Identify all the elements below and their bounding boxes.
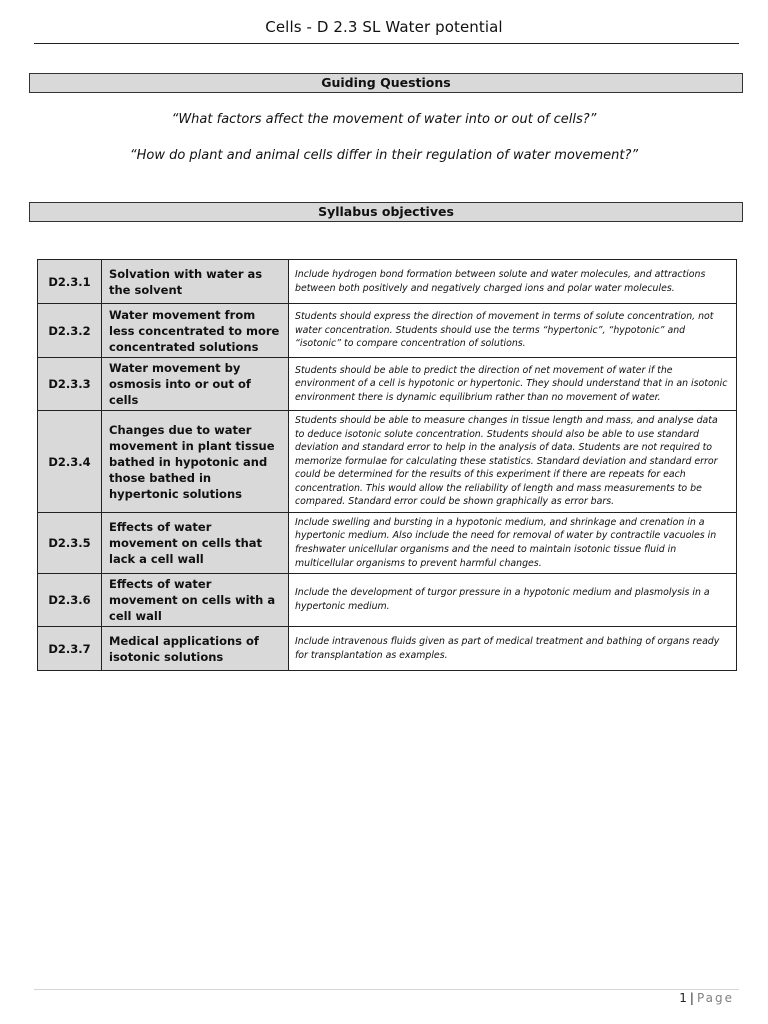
footer-divider [34, 989, 739, 990]
guiding-question: “What factors affect the movement of water into or out of cells?” [171, 112, 597, 127]
guiding-question: “How do plant and animal cells differ in their regulation of water movement?” [129, 148, 639, 163]
objective-topic: Effects of water movement on cells that lack a cell wall [102, 513, 289, 574]
objective-code: D2.3.5 [38, 513, 102, 574]
objective-code: D2.3.2 [38, 304, 102, 358]
objective-guidance: Students should express the direction of movement in terms of solute concentration, not water concentration. Students should use the terms “hypertonic”, “hypotonic” and “isotonic” to compare concentration of solutions. [289, 304, 737, 358]
objective-guidance: Include hydrogen bond formation between solute and water molecules, and attractions between both positively and negatively charged ions and polar water molecules. [289, 260, 737, 304]
objective-guidance: Include intravenous fluids given as part of medical treatment and bathing of organs ready for transplantation as examples. [289, 627, 737, 671]
table-row [38, 358, 737, 411]
objective-code: D2.3.6 [38, 574, 102, 627]
objective-guidance: Include the development of turgor pressure in a hypotonic medium and plasmolysis in a hypertonic medium. [289, 574, 737, 627]
objective-code: D2.3.4 [38, 411, 102, 513]
objective-guidance: Students should be able to measure changes in tissue length and mass, and analyse data to deduce isotonic solute concentration. Students should also be able to use standard deviation and standard error to help in the analysis of data. Students are not required to memorize formulae for calculating these statistics. Standard deviation and standard error could be determined for the results of this experiment if there are repeats for each concentration. This would allow the reliability of length and mass measurements to be compared. Standard error could be shown graphically as error bars. [289, 411, 737, 513]
objective-code: D2.3.3 [38, 358, 102, 411]
table-row [38, 260, 737, 304]
objective-topic: Water movement by osmosis into or out of cells [102, 358, 289, 411]
page-footer [679, 991, 734, 1005]
syllabus-objectives-table [37, 259, 737, 671]
objective-topic: Changes due to water movement in plant tissue bathed in hypotonic and those bathed in hypertonic solutions [102, 411, 289, 513]
table-row [38, 411, 737, 513]
page-title: Cells - D 2.3 SL Water potential [265, 18, 503, 36]
guiding-questions-heading: Guiding Questions [29, 73, 743, 93]
title-divider [34, 43, 739, 44]
objective-topic: Water movement from less concentrated to more concentrated solutions [102, 304, 289, 358]
objective-guidance: Students should be able to predict the direction of net movement of water if the environment of a cell is hypotonic or hypertonic. They should understand that in an isotonic environment there is dynamic equilibrium rather than no movement of water. [289, 358, 737, 411]
objective-guidance: Include swelling and bursting in a hypotonic medium, and shrinkage and crenation in a hypertonic medium. Also include the need for removal of water by contractile vacuoles in freshwater unicellular organisms and the need to maintain isotonic tissue fluid in multicellular organisms to prevent harmful changes. [289, 513, 737, 574]
footer-separator: | [689, 991, 694, 1005]
objective-code: D2.3.7 [38, 627, 102, 671]
objective-topic: Medical applications of isotonic solutions [102, 627, 289, 671]
table-row [38, 513, 737, 574]
page-number: 1 [679, 991, 687, 1005]
page-label: Page [696, 991, 734, 1005]
table-row [38, 574, 737, 627]
objective-topic: Solvation with water as the solvent [102, 260, 289, 304]
table-row [38, 627, 737, 671]
objective-topic: Effects of water movement on cells with a cell wall [102, 574, 289, 627]
syllabus-objectives-heading: Syllabus objectives [29, 202, 743, 222]
objective-code: D2.3.1 [38, 260, 102, 304]
table-row [38, 304, 737, 358]
